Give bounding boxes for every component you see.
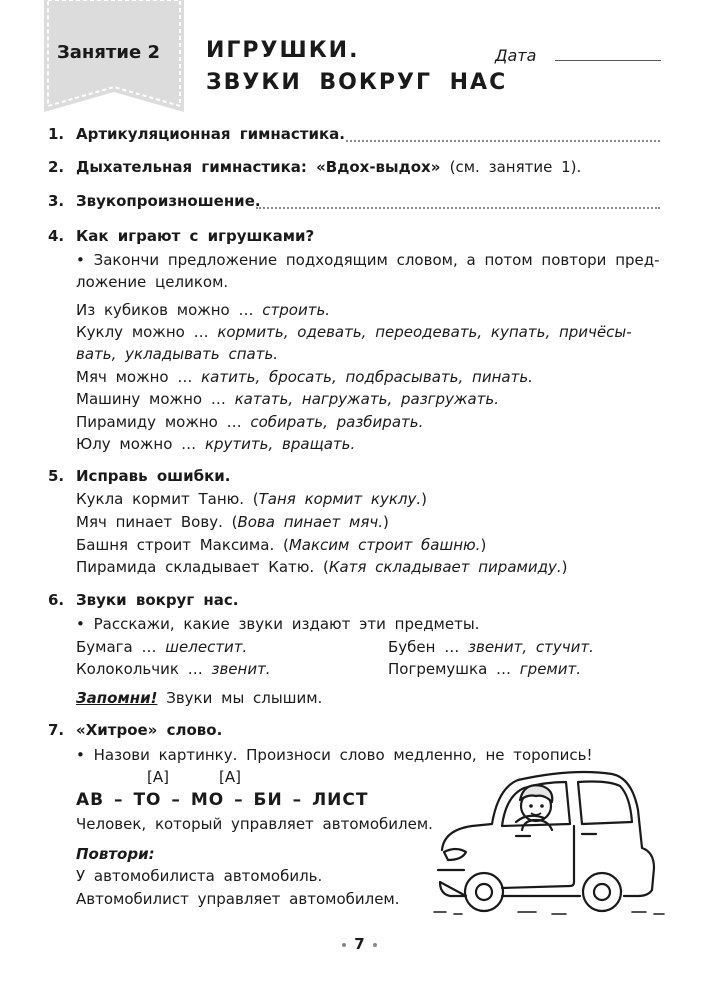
task-6-pair: Погремушка … гремит. bbox=[388, 660, 581, 678]
task-6-title: Звуки вокруг нас. bbox=[76, 591, 239, 609]
repeat-line: Автомобилист управляет автомобилем. bbox=[76, 890, 400, 908]
task-5-number: 5. bbox=[48, 467, 65, 485]
task-4-number: 4. bbox=[48, 227, 65, 245]
car-with-boy-illustration bbox=[432, 760, 670, 920]
remember-label: Запомни! bbox=[76, 689, 158, 707]
task-7-title: «Хитрое» слово. bbox=[76, 721, 223, 739]
date-field-line bbox=[555, 60, 661, 61]
page-title: ИГРУШКИ. bbox=[206, 38, 360, 63]
task-7-instruction: • Назови картинку. Произноси слово медленно, не торопись! bbox=[76, 746, 593, 764]
task-4-line: Юлу можно … крутить, вращать. bbox=[76, 435, 356, 453]
task-4-line: Мяч можно … катить, бросать, подбрасывать, пинать. bbox=[76, 368, 533, 386]
task-5-title: Исправь ошибки. bbox=[76, 467, 231, 485]
date-label: Дата bbox=[495, 46, 537, 65]
task-1-title: Артикуляционная гимнастика. bbox=[76, 125, 345, 143]
task-6-remember: Запомни! Звуки мы слышим. bbox=[76, 689, 323, 707]
task-1-number: 1. bbox=[48, 125, 65, 143]
task-4-line: Машину можно … катать, нагружать, разгружать. bbox=[76, 390, 500, 408]
task-4-instruction: • Закончи предложение подходящим словом, а потом повтори пред- bbox=[76, 251, 660, 269]
task-7-number: 7. bbox=[48, 721, 65, 739]
task-3-number: 3. bbox=[48, 192, 65, 210]
task-5-line: Пирамида складывает Катю. (Катя складывает пирамиду.) bbox=[76, 558, 568, 576]
task-4-line: Пирамиду можно … собирать, разбирать. bbox=[76, 413, 424, 431]
task-2-note: (см. занятие 1). bbox=[449, 158, 582, 176]
task-3-title: Звукопроизношение. bbox=[76, 192, 261, 210]
task-6-instruction: • Расскажи, какие звуки издают эти предметы. bbox=[76, 615, 480, 633]
syllables: АВ – ТО – МО – БИ – ЛИСТ bbox=[76, 790, 369, 810]
repeat-label: Повтори: bbox=[76, 845, 155, 863]
page-subtitle: ЗВУКИ ВОКРУГ НАС bbox=[206, 70, 508, 95]
task-3-dotted-line bbox=[256, 207, 660, 209]
task-1-dotted-line bbox=[346, 140, 660, 142]
lesson-label: Занятие 2 bbox=[57, 42, 160, 63]
task-5-line: Кукла кормит Таню. (Таня кормит куклу.) bbox=[76, 490, 428, 508]
task-4-line: Из кубиков можно … строить. bbox=[76, 301, 331, 319]
task-6-pair: Бубен … звенит, стучит. bbox=[388, 638, 594, 656]
stress-mark-2: [А] bbox=[219, 768, 241, 786]
task-2-number: 2. bbox=[48, 158, 65, 176]
task-6-number: 6. bbox=[48, 591, 65, 609]
task-4-title: Как играют с игрушками? bbox=[76, 227, 315, 245]
task-5-line: Мяч пинает Вову. (Вова пинает мяч.) bbox=[76, 513, 389, 531]
task-6-pair: Колокольчик … звенит. bbox=[76, 660, 271, 678]
repeat-line: У автомобилиста автомобиль. bbox=[76, 867, 323, 885]
task-6-pair: Бумага … шелестит. bbox=[76, 638, 248, 656]
task-4-line: Куклу можно … кормить, одевать, переодевать, купать, причёсы- bbox=[76, 323, 632, 341]
task-2-title: Дыхательная гимнастика: «Вдох-выдох» (см. занятие 1). bbox=[76, 158, 582, 176]
task-4-instruction-cont: ложение целиком. bbox=[76, 273, 229, 291]
page-number: 7 bbox=[0, 935, 719, 953]
task-4-line: вать, укладывать спать. bbox=[76, 345, 279, 363]
stress-mark-1: [А] bbox=[147, 768, 169, 786]
task-5-line: Башня строит Максима. (Максим строит башню.) bbox=[76, 536, 487, 554]
task-7-definition: Человек, который управляет автомобилем. bbox=[76, 815, 433, 833]
